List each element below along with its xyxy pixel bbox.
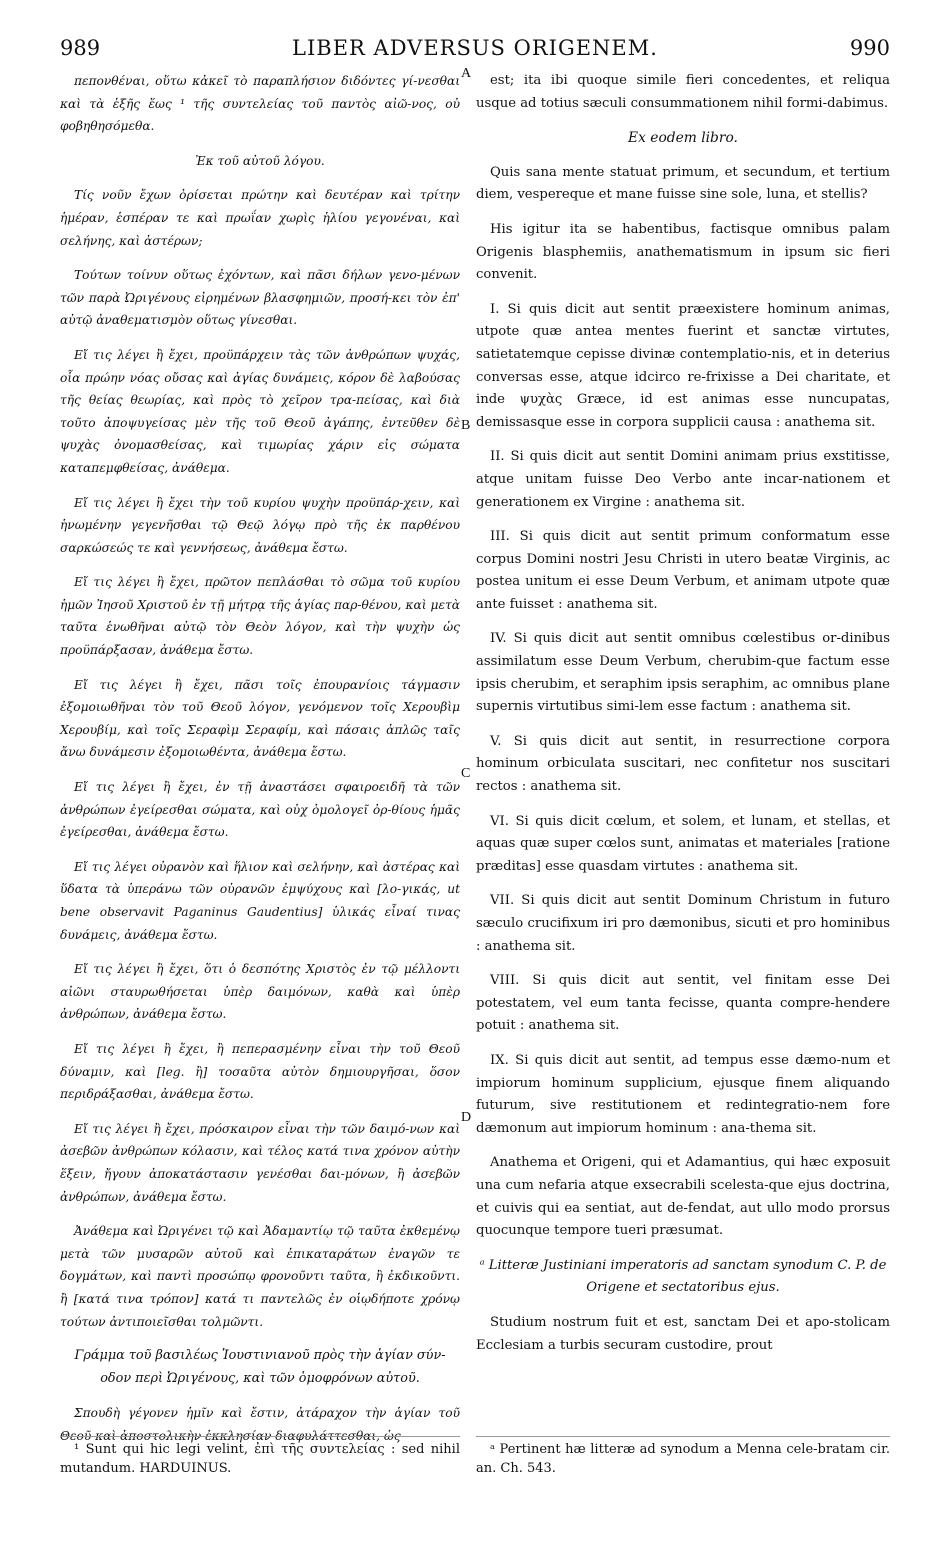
latin-paragraph: Quis sana mente statuat primum, et secundum, et tertium diem, vespereque et mane fuisse sine sole, luna, et stellis? (476, 164, 890, 203)
greek-letter-start: Σπουδὴ γέγονεν ἡμῖν καὶ ἔστιν, ἀτάραχον τὴν ἁγίαν τοῦ Θεοῦ καὶ ἀποστολικὴν ἐκκλησίαν διαφυλάττεσθαι, ὡς (60, 1406, 460, 1443)
running-title: LIBER ADVERSUS ORIGENEM. (292, 36, 658, 60)
margin-letter-a: A (461, 66, 472, 81)
greek-anathema-8: Εἴ τις λέγει ἢ ἔχει, ἢ πεπερασμένην εἶναι τὴν τοῦ Θεοῦ δύναμιν, καὶ [leg. ἢ] τοσαῦτα αὐτὸν δημιουργῆσαι, ὅσον περιδράξασθαι, ἀνάθεμα ἔστω. (60, 1041, 460, 1102)
greek-anathema-final: Ἀνάθεμα καὶ Ὠριγένει τῷ καὶ Ἀδαμαντίῳ τῷ ταῦτα ἐκθεμένῳ μετὰ τῶν μυσαρῶν αὐτοῦ καὶ ἐπικαταράτων ἐναγῶν τε δογμάτων, καὶ παντὶ προσώπῳ φρονοῦντι ταῦτα, ἢ ἐκδικοῦντι. ἢ [κατά τινα τρόπον] κατά τι παντελῶς ἐν οἱῳδήποτε χρόνῳ τούτων ἀντιποιεῖσθαι τολμῶντι. (60, 1224, 460, 1329)
margin-letter-c: C (461, 766, 471, 781)
latin-anathema-6: VI. Si quis dicit cœlum, et solem, et lunam, et stellas, et aquas quæ super cœlos sunt, animatas et materiales [ratione præditas] esse quasdam virtutes : anathema sit. (476, 813, 890, 874)
greek-letter-title: Γράμμα τοῦ βασιλέως Ἰουστινιανοῦ πρὸς τὴν ἁγίαν σύν-οδον περὶ Ὠριγένους, καὶ τῶν ὁμοφρόνων αὐτοῦ. (74, 1348, 446, 1386)
greek-anathema-9: Εἴ τις λέγει ἢ ἔχει, πρόσκαιρον εἶναι τὴν τῶν δαιμό-νων καὶ ἀσεβῶν ἀνθρώπων κόλασιν, καὶ τέλος κατά τινα χρόνον αὐτὴν ἕξειν, ἤγουν ἀποκατάστασιν γενέσθαι δαι-μόνων, ἢ ἀσεβῶν ἀνθρώπων, ἀνάθεμα ἔστω. (60, 1121, 460, 1204)
latin-anathema-8: VIII. Si quis dicit aut sentit, vel finitam esse Dei potestatem, vel eum tanta fecisse, quanta compre-hendere potuit : anathema sit. (476, 973, 890, 1034)
latin-paragraph: His igitur ita se habentibus, factisque omnibus palam Origenis blasphemiis, anathematismum in ipsum sic fieri convenit. (476, 221, 890, 283)
latin-letter-start: Studium nostrum fuit et est, sanctam Dei et apo-stolicam Ecclesiam a turbis securam custodire, prout (476, 1314, 890, 1353)
latin-anathema-5: V. Si quis dicit aut sentit, in resurrectione corpora hominum orbiculata suscitari, nec confitetur nos suscitari rectos : anathema sit. (476, 733, 890, 795)
greek-paragraph: Τίς νοῦν ἔχων ὁρίσεται πρώτην καὶ δευτέραν καὶ τρίτην ἡμέραν, ἑσπέραν τε καὶ πρωΐαν χωρὶς ἡλίου γεγονέναι, καὶ σελήνης, καὶ ἀστέρων; (60, 188, 460, 248)
latin-letter-title: ᵃ Litteræ Justiniani imperatoris ad sanctam synodum C. P. de Origene et sectatoribus ejus. (479, 1257, 887, 1296)
footnote-right: ᵃ Pertinent hæ litteræ ad synodum a Menna cele-bratam cir. an. Ch. 543. (476, 1442, 890, 1476)
page-number-left: 989 (60, 36, 101, 60)
greek-anathema-5: Εἴ τις λέγει ἢ ἔχει, ἐν τῇ ἀναστάσει σφαιροειδῆ τὰ τῶν ἀνθρώπων ἐγείρεσθαι σώματα, καὶ οὐχ ὁμολογεῖ ὀρ-θίους ἡμᾶς ἐγείρεσθαι, ἀνάθεμα ἔστω. (60, 780, 460, 840)
greek-anathema-3: Εἴ τις λέγει ἢ ἔχει, πρῶτον πεπλάσθαι τὸ σῶμα τοῦ κυρίου ἡμῶν Ἰησοῦ Χριστοῦ ἐν τῇ μήτρᾳ τῆς ἁγίας παρ-θένου, καὶ μετὰ ταῦτα ἑνωθῆναι αὐτῷ τὸν Θεὸν λόγον, καὶ τὴν ψυχὴν ὡς προϋπάρξασαν, ἀνάθεμα ἔστω. (60, 575, 460, 658)
latin-paragraph: est; ita ibi quoque simile fieri concedentes, et reliqua usque ad totius sæculi consummationem nihil formi-dabimus. (476, 73, 890, 111)
greek-paragraph: πεπονθέναι, οὕτω κἀκεῖ τὸ παραπλήσιον διδόντες γί-νεσθαι καὶ τὰ ἑξῆς ἕως ¹ τῆς συντελείας τοῦ παντὸς αἰῶ-νος, οὐ φοβηθησόμεθα. (60, 74, 460, 134)
page-number-right: 990 (849, 36, 890, 60)
margin-letter-b: B (461, 418, 471, 433)
latin-anathema-4: IV. Si quis dicit aut sentit omnibus cœlestibus or-dinibus assimilatum esse Deum Verbum, cherubim-que factum esse ipsis cherubim, et seraphim ipsis seraphim, ac omnibus plane supernis virtutibus simi-lem esse factum : anathema sit. (476, 631, 890, 715)
greek-anathema-7: Εἴ τις λέγει ἢ ἔχει, ὅτι ὁ δεσπότης Χριστὸς ἐν τῷ μέλλοντι αἰῶνι σταυρωθήσεται ὑπὲρ δαιμόνων, καθὰ καὶ ὑπὲρ ἀνθρώπων, ἀνάθεμα ἔστω. (60, 962, 460, 1022)
greek-heading: Ἐκ τοῦ αὐτοῦ λόγου. (195, 153, 325, 168)
latin-anathema-7: VII. Si quis dicit aut sentit Dominum Christum in futuro sæculo crucifixum iri pro dæmonibus, sicuti et pro hominibus : anathema sit. (476, 893, 890, 954)
greek-anathema-6: Εἴ τις λέγει οὐρανὸν καὶ ἥλιον καὶ σελήνην, καὶ ἀστέρας καὶ ὕδατα τὰ ὑπεράνω τῶν οὐρανῶν ἐμψύχους καὶ [λο-γικάς, ut bene observavit Paganinus Gaudentius] ὑλικάς εἶναί τινας δυνάμεις, ἀνάθεμα ἔστω. (60, 859, 460, 942)
page-header (60, 36, 890, 68)
latin-column (476, 70, 890, 1369)
latin-heading: Ex eodem libro. (628, 130, 738, 147)
latin-anathema-9: IX. Si quis dicit aut sentit, ad tempus esse dæmo-num et impiorum hominum supplicium, ejusque finem aliquando futurum, sive restitutionem et redintegratio-nem fore dæmonum aut impiorum hominum : ana-thema sit. (476, 1052, 890, 1136)
footnote-rule-left (60, 1436, 460, 1437)
greek-anathema-4: Εἴ τις λέγει ἢ ἔχει, πᾶσι τοῖς ἐπουρανίοις τάγμασιν ἐξομοιωθῆναι τὸν τοῦ Θεοῦ λόγον, γενόμενον τοῖς Χερουβὶμ Χερουβίμ, καὶ τοῖς Σεραφὶμ Σεραφίμ, καὶ πάσαις ἁπλῶς ταῖς ἄνω δυνάμεσιν ἐξομοιωθέντα, ἀνάθεμα ἔστω. (60, 677, 460, 760)
footnote-rule-right (476, 1436, 890, 1437)
latin-anathema-2: II. Si quis dicit aut sentit Domini animam prius exstitisse, atque unitam fuisse Deo Verbo ante incar-nationem et generationem ex Virgine : anathema sit. (476, 449, 890, 510)
latin-anathema-3: III. Si quis dicit aut sentit primum conformatum esse corpus Domini nostri Jesu Christi in utero beatæ Virginis, ac postea unitum ei esse Deum Verbum, et animam utpote quæ ante fuisset : anathema sit. (476, 529, 890, 612)
greek-column (60, 70, 460, 1459)
margin-letter-d: D (461, 1110, 472, 1125)
greek-paragraph: Τούτων τοίνυν οὕτως ἐχόντων, καὶ πᾶσι δήλων γενο-μένων τῶν παρὰ Ὠριγένους εἰρημένων βλασφημιῶν, προσή-κει τὸν ἐπ' αὐτῷ ἀναθεματισμὸν οὕτως γίνεσθαι. (60, 268, 460, 328)
latin-anathema-final: Anathema et Origeni, qui et Adamantius, qui hæc exposuit una cum nefaria atque exsecrabili scelesta-que ejus doctrina, et cuivis qui ea sentiat, aut de-fendat, aut ullo modo prorsus quocunque tempore tueri præsumat. (476, 1155, 890, 1239)
footnote-left: ¹ Sunt qui hic legi velint, ἐπὶ τῆς συντελείας : sed nihil mutandum. HARDUINUS. (60, 1442, 460, 1476)
greek-anathema-1: Εἴ τις λέγει ἢ ἔχει, προϋπάρχειν τὰς τῶν ἀνθρώπων ψυχάς, οἷα πρώην νόας οὔσας καὶ ἁγίας δυνάμεις, κόρον δὲ λαβούσας τῆς θείας θεωρίας, καὶ πρὸς τὸ χεῖρον τρα-πείσας, καὶ διὰ τοῦτο ἀποψυγείσας μὲν τῆς τοῦ Θεοῦ ἀγάπης, ἐντεῦθεν δὲ ψυχὰς ὀνομασθείσας, καὶ τιμωρίας χάριν εἰς σώματα καταπεμφθείσας, ἀνάθεμα. (60, 347, 460, 475)
latin-anathema-1: I. Si quis dicit aut sentit præexistere hominum animas, utpote quæ antea mentes fuerint et sanctæ virtutes, satietatemque cepisse divinæ contemplatio-nis, et in deterius conversas esse, atque idcirco re-frixisse a Dei charitate, et inde ψυχὰς Græce, id est animas esse nuncupatas, demissasque esse in corpora supplicii causa : anathema sit. (476, 301, 890, 430)
greek-anathema-2: Εἴ τις λέγει ἢ ἔχει τὴν τοῦ κυρίου ψυχὴν προϋπάρ-χειν, καὶ ἡνωμένην γεγενῆσθαι τῷ Θεῷ λόγῳ πρὸ τῆς ἐκ παρθένου σαρκώσεώς τε καὶ γεννήσεως, ἀνάθεμα ἔστω. (60, 495, 460, 555)
